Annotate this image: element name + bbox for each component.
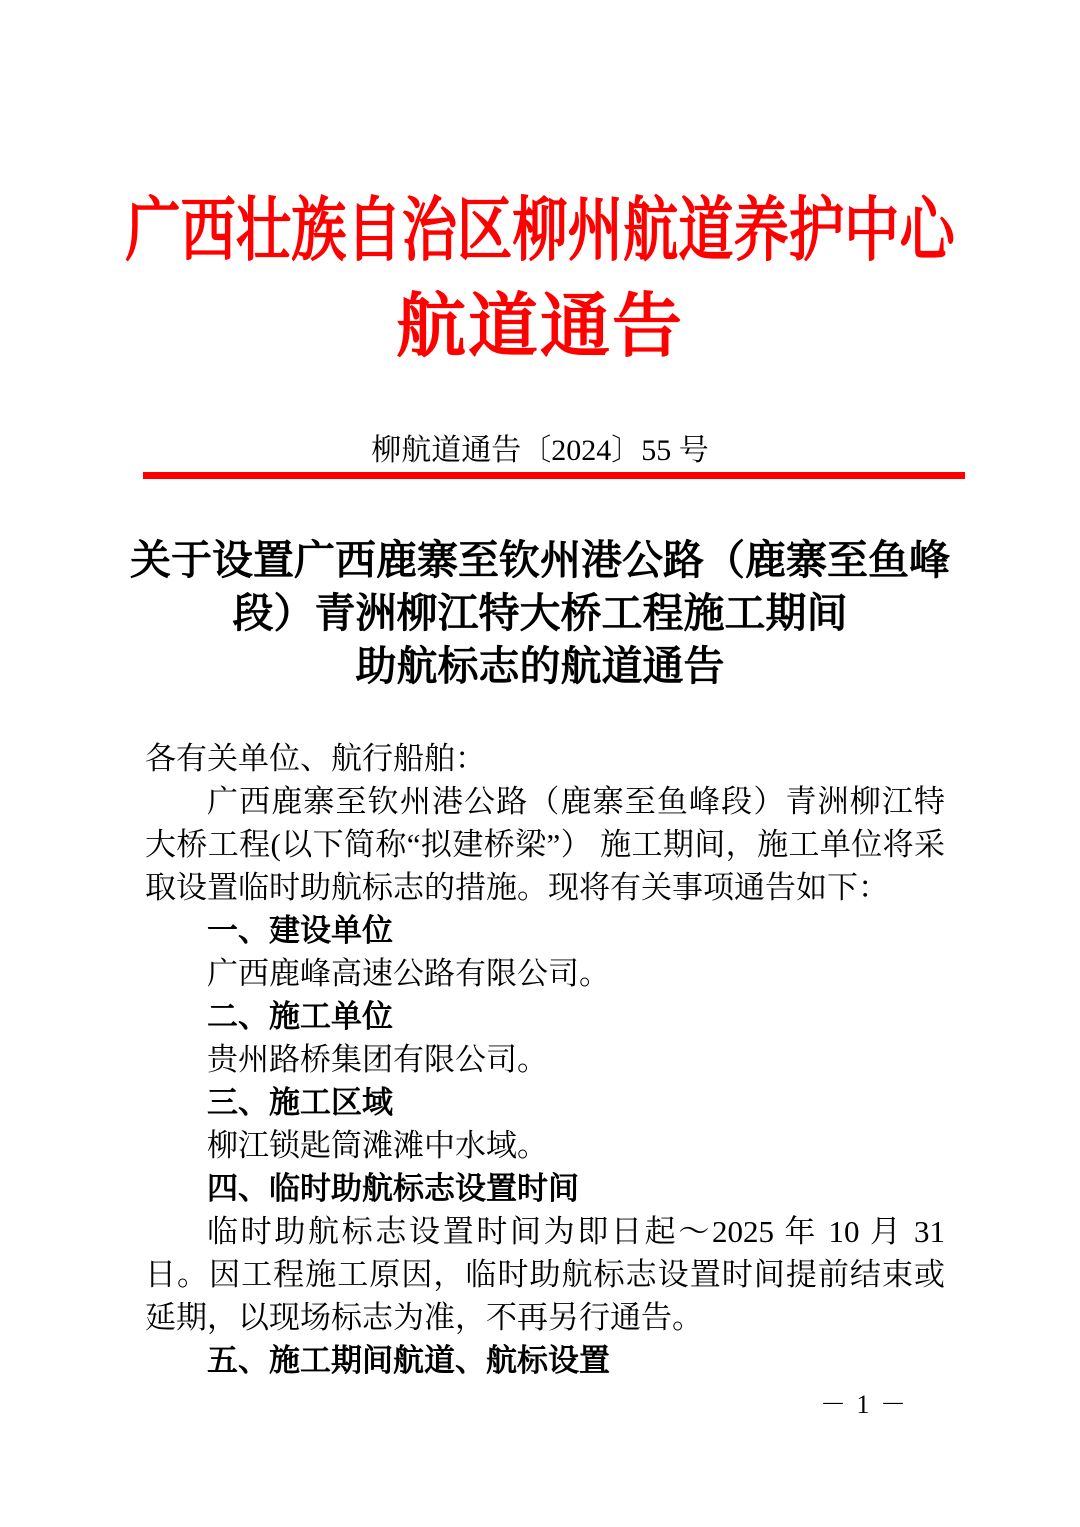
letterhead [0,0,1080,378]
notice-title-line-1: 关于设置广西鹿寨至钦州港公路（鹿寨至鱼峰 [130,537,950,583]
red-divider-rule [143,472,965,479]
notice-body [145,737,945,1382]
notice-title-line-2: 段）青洲柳江特大桥工程施工期间 [232,590,848,636]
intro-paragraph: 广西鹿寨至钦州港公路（鹿寨至鱼峰段）青洲柳江特大桥工程(以下简称“拟建桥梁”） 施工期间，施工单位将采取设置临时助航标志的措施。现将有关事项通告如下： [145,784,945,905]
letterhead-doc-type: 航道通告 [396,289,684,366]
notice-title-line-3: 助航标志的航道通告 [355,643,725,689]
section-5-heading: 五、施工期间航道、航标设置 [207,1343,610,1378]
section-1-content: 广西鹿峰高速公路有限公司。 [207,956,610,991]
salutation: 各有关单位、航行船舶： [145,741,486,776]
doc-number: 柳航道通告〔2024〕55 号 [371,434,709,467]
section-2-heading: 二、施工单位 [207,999,393,1034]
section-1-heading: 一、建设单位 [207,913,393,948]
section-4-heading: 四、临时助航标志设置时间 [207,1171,579,1206]
letterhead-org-name-text: 广西壮族自治区柳州航道养护中心 [125,193,955,270]
section-3-content: 柳江锁匙筒滩滩中水域。 [207,1128,548,1163]
section-4-content: 临时助航标志设置时间为即日起～2025 年 10 月 31 日。因工程施工原因，临时助航标志设置时间提前结束或延期，以现场标志为准，不再另行通告。 [145,1214,945,1335]
page-number: － 1 － [819,1390,908,1419]
section-2-content: 贵州路桥集团有限公司。 [207,1042,548,1077]
notice-title [0,534,1080,693]
section-3-heading: 三、施工区域 [207,1085,393,1120]
letterhead-org-name [0,186,1080,278]
